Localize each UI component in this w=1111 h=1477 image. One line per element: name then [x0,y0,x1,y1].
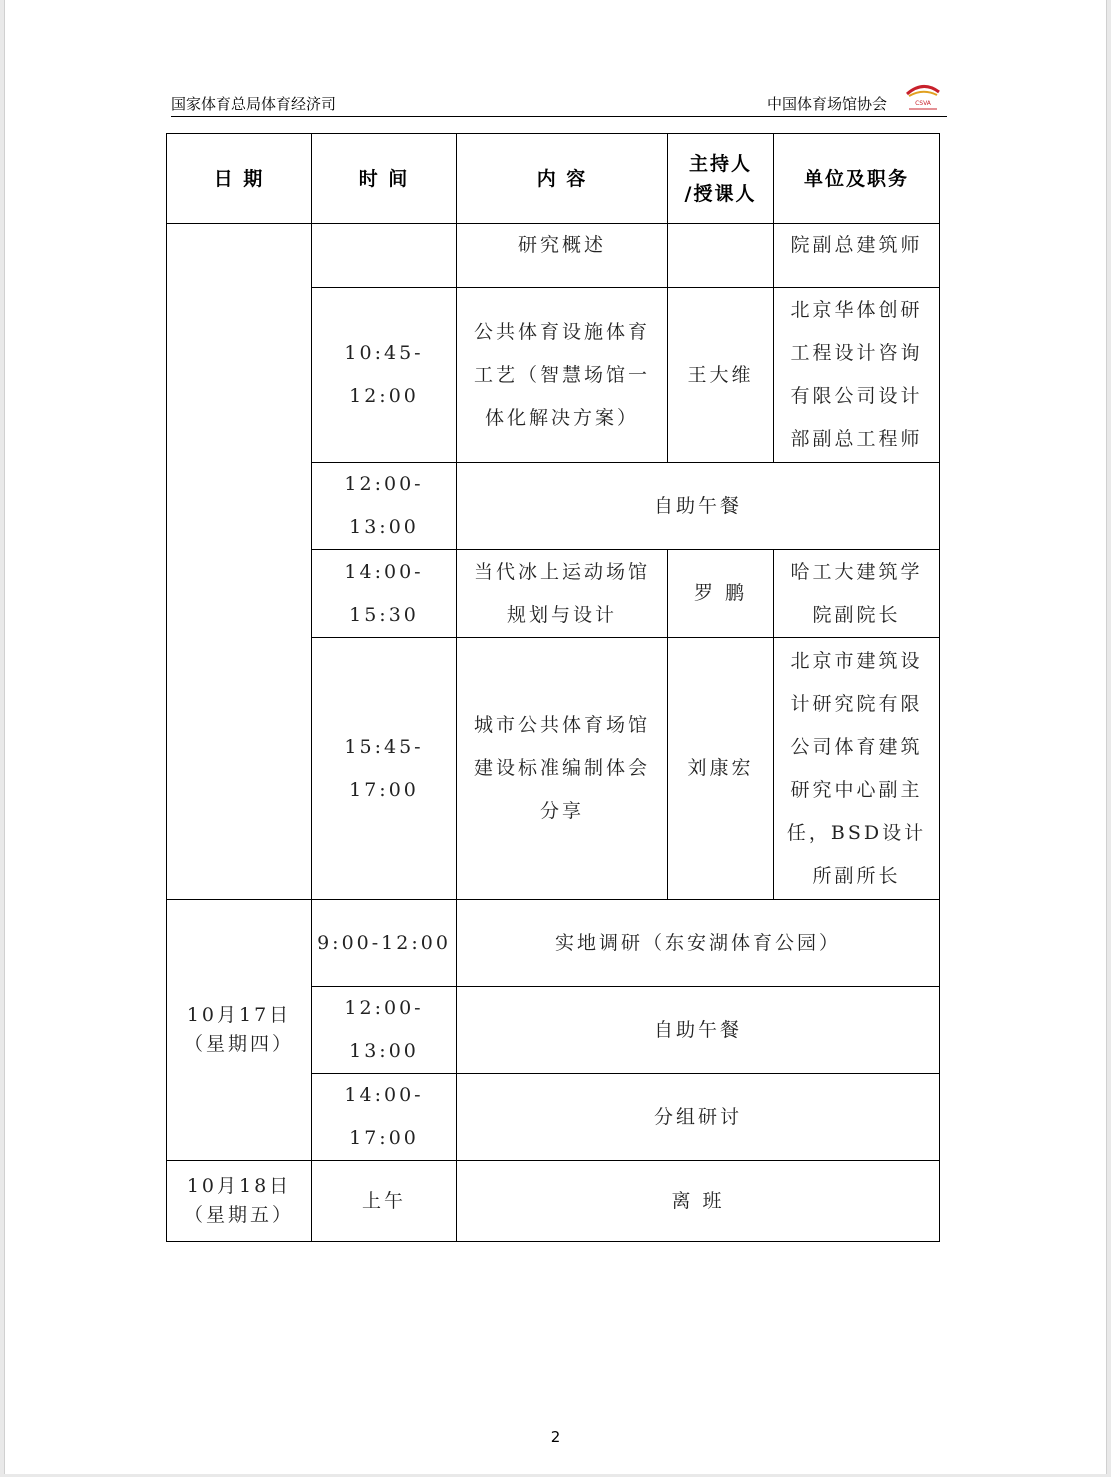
time-cell: 10:45-12:00 [312,288,457,463]
host-cell [668,224,774,288]
unit-cell: 院副总建筑师 [774,224,940,288]
header-host: 主持人 /授课人 [668,134,774,224]
host-cell: 罗 鹏 [668,550,774,638]
content-cell: 实地调研（东安湖体育公园） [457,900,940,987]
schedule-table [166,133,940,1242]
content-cell: 当代冰上运动场馆 规划与设计 [457,550,668,638]
csva-logo-icon [903,82,943,112]
time-cell: 14:00-15:30 [312,550,457,638]
time-cell: 9:00-12:00 [312,900,457,987]
header-date: 日 期 [167,134,312,224]
header-content: 内 容 [457,134,668,224]
host-cell: 刘康宏 [668,638,774,900]
time-cell: 15:45-17:00 [312,638,457,900]
header-time: 时 间 [312,134,457,224]
content-cell: 公共体育设施体育 工艺（智慧场馆一 体化解决方案） [457,288,668,463]
time-cell: 14:00-17:00 [312,1074,457,1161]
time-cell: 12:00-13:00 [312,463,457,550]
header-right-title: 中国体育场馆协会 [767,95,888,113]
table-row [167,900,940,987]
unit-cell: 哈工大建筑学 院副院长 [774,550,940,638]
date-cell: 10月18日 （星期五） [167,1161,312,1242]
date-cell-empty [167,224,312,900]
header-left-title: 国家体育总局体育经济司 [171,95,337,113]
logo-text: CSVA [915,100,931,107]
header-unit: 单位及职务 [774,134,940,224]
content-cell: 自助午餐 [457,463,940,550]
host-cell: 王大维 [668,288,774,463]
content-cell: 分组研讨 [457,1074,940,1161]
table-row [167,1161,940,1242]
content-cell: 自助午餐 [457,987,940,1074]
content-cell: 研究概述 [457,224,668,288]
header-divider [171,116,947,117]
time-cell: 12:00-13:00 [312,987,457,1074]
content-cell: 离 班 [457,1161,940,1242]
table-row [167,224,940,288]
time-cell: 上午 [312,1161,457,1242]
unit-cell: 北京市建筑设 计研究院有限 公司体育建筑 研究中心副主 任，BSD设计 所副所长 [774,638,940,900]
unit-cell: 北京华体创研 工程设计咨询 有限公司设计 部副总工程师 [774,288,940,463]
table-header-row [167,134,940,224]
date-cell: 10月17日 （星期四） [167,900,312,1161]
page-number: 2 [550,1428,561,1446]
time-cell [312,224,457,288]
content-cell: 城市公共体育场馆 建设标准编制体会 分享 [457,638,668,900]
